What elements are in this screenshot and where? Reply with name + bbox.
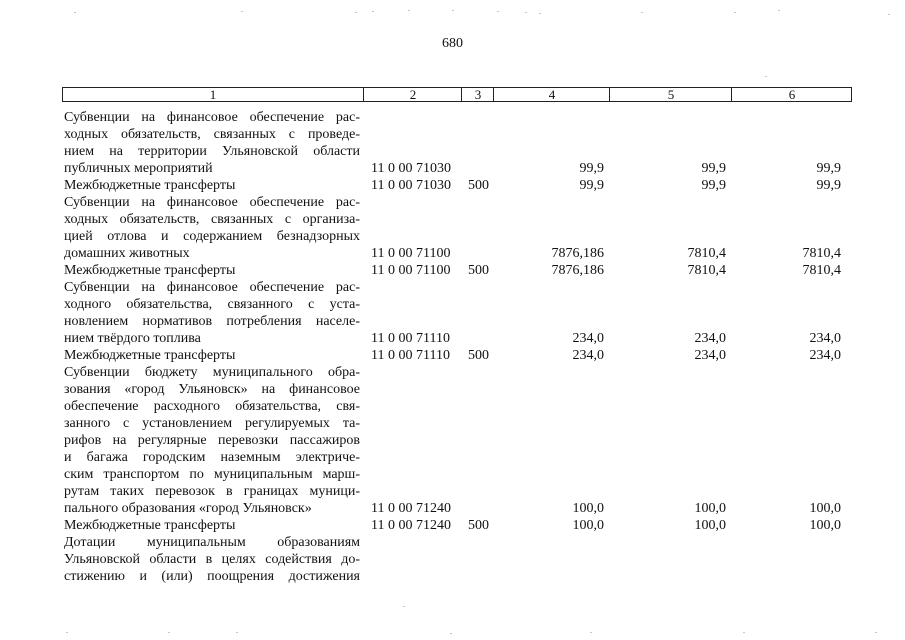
- row-description-line: Дотации муниципальным образованиям: [64, 535, 360, 550]
- cell-value-2: 100,0: [694, 501, 726, 516]
- page-number: 680: [442, 36, 463, 51]
- cell-code: 11 0 00 71240: [371, 501, 451, 516]
- cell-value-3: 99,9: [816, 178, 841, 193]
- header-col-2: 2: [363, 88, 462, 101]
- cell-value-1: 99,9: [579, 178, 604, 193]
- row-description-line: зования «город Ульяновск» на финансовое: [64, 382, 360, 397]
- cell-value-2: [610, 568, 726, 585]
- row-description-line: Субвенции на финансовое обеспечение рас-: [64, 280, 360, 295]
- cell-value-2: 7810,4: [687, 246, 726, 261]
- cell-value-1: [495, 568, 604, 585]
- cell-type: 500: [468, 263, 489, 278]
- row-description-line: Субвенции бюджету муниципального обра-: [64, 365, 360, 380]
- row-description-line: и багажа городским наземным электриче-: [64, 450, 360, 465]
- row-description-line: Субвенции на финансовое обеспечение рас-: [64, 110, 360, 125]
- cell-value-2: 100,0: [694, 518, 726, 533]
- cell-value-3: [730, 568, 841, 585]
- row-description-line: стижению и (или) поощрения достижения: [64, 569, 360, 584]
- row-description-line: занного с установлением регулируемых та-: [64, 416, 360, 431]
- row-description-line: Межбюджетные трансферты: [64, 348, 236, 363]
- cell-code: 11 0 00 71100: [371, 263, 451, 278]
- row-description-line: ходного обязательства, связанного с уста-: [64, 297, 360, 312]
- cell-value-3: 234,0: [809, 331, 841, 346]
- cell-value-2: 7810,4: [687, 263, 726, 278]
- cell-value-1: 100,0: [572, 518, 604, 533]
- cell-code: 11 0 00 71110: [371, 331, 450, 346]
- header-col-6: 6: [731, 88, 852, 101]
- cell-value-2: 234,0: [694, 348, 726, 363]
- row-description-line: ским транспортом по муниципальным марш-: [64, 467, 360, 482]
- row-description-line: ходных обязательств, связанных с проведе-: [64, 127, 360, 142]
- row-description-line: Межбюджетные трансферты: [64, 263, 236, 278]
- cell-value-3: 234,0: [809, 348, 841, 363]
- cell-value-2: 99,9: [701, 161, 726, 176]
- cell-value-3: 99,9: [816, 161, 841, 176]
- cell-code: [371, 568, 467, 585]
- header-col-5: 5: [609, 88, 732, 101]
- row-description-line: обеспечение расходного обязательства, свя-: [64, 399, 360, 414]
- row-description-line: нием на территории Ульяновской области: [64, 144, 360, 159]
- row-description-line: нием твёрдого топлива: [64, 331, 201, 346]
- row-description-line: Ульяновской области в целях содействия до-: [64, 552, 360, 567]
- table-header: [62, 87, 852, 102]
- row-description-line: ходных обязательств, связанных с организа-: [64, 212, 360, 227]
- row-description-line: цией отлова и содержанием безнадзорных: [64, 229, 360, 244]
- row-description-line: Субвенции на финансовое обеспечение рас-: [64, 195, 360, 210]
- cell-code: 11 0 00 71030: [371, 178, 451, 193]
- cell-code: 11 0 00 71240: [371, 518, 451, 533]
- row-description-line: Межбюджетные трансферты: [64, 518, 236, 533]
- row-description-line: пального образования «город Ульяновск»: [64, 501, 312, 516]
- cell-value-1: 99,9: [579, 161, 604, 176]
- cell-type: 500: [468, 348, 489, 363]
- row-description-line: Межбюджетные трансферты: [64, 178, 236, 193]
- cell-code: 11 0 00 71100: [371, 246, 451, 261]
- cell-value-1: 234,0: [572, 331, 604, 346]
- row-description-line: рутам таких перевозок в границах муници-: [64, 484, 360, 499]
- row-description-line: публичных мероприятий: [64, 161, 213, 176]
- row-description-line: новлением нормативов потребления населе-: [64, 314, 360, 329]
- cell-value-1: 7876,186: [551, 263, 604, 278]
- row-description-line: домашних животных: [64, 246, 190, 261]
- cell-type: 500: [468, 178, 489, 193]
- header-col-3: 3: [461, 88, 494, 101]
- cell-code: 11 0 00 71030: [371, 161, 451, 176]
- cell-value-2: 234,0: [694, 331, 726, 346]
- header-col-1: 1: [209, 87, 217, 102]
- cell-value-1: 7876,186: [551, 246, 604, 261]
- cell-value-3: 100,0: [809, 518, 841, 533]
- cell-value-3: 100,0: [809, 501, 841, 516]
- cell-value-1: 234,0: [572, 348, 604, 363]
- cell-value-3: 7810,4: [802, 263, 841, 278]
- row-description-line: рифов на регулярные перевозки пассажиров: [64, 433, 360, 448]
- header-col-4: 4: [493, 88, 610, 101]
- cell-value-3: 7810,4: [802, 246, 841, 261]
- cell-code: 11 0 00 71110: [371, 348, 450, 363]
- cell-type: 500: [468, 518, 489, 533]
- cell-value-2: 99,9: [701, 178, 726, 193]
- cell-value-1: 100,0: [572, 501, 604, 516]
